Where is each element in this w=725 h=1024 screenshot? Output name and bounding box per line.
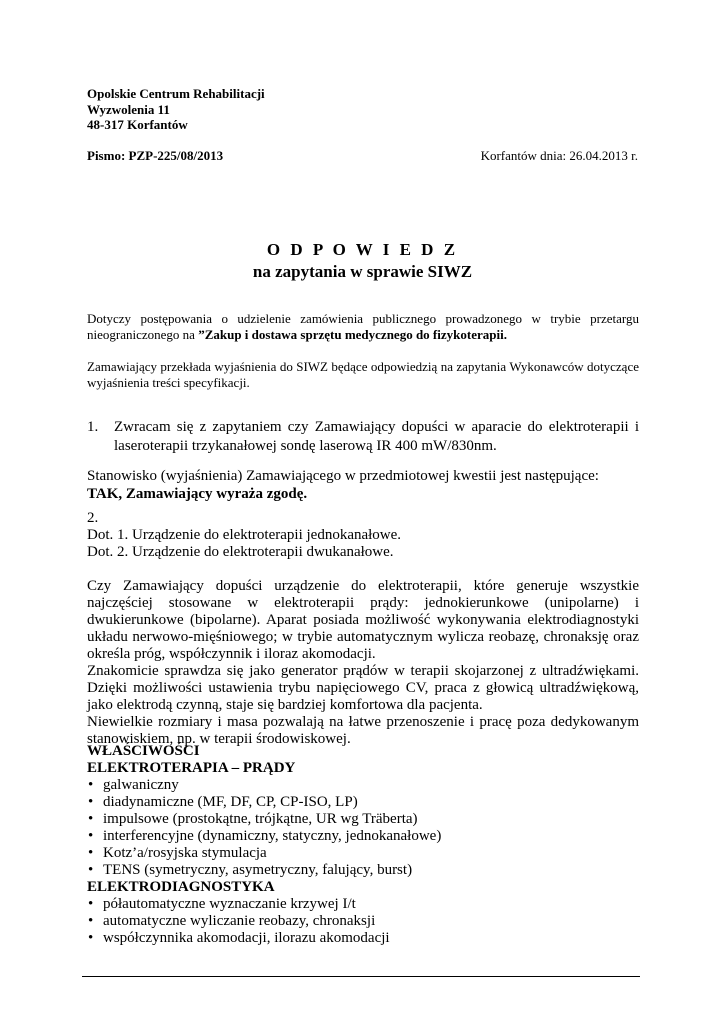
- electrodiagnostics-heading: ELEKTRODIAGNOSTYKA: [87, 879, 275, 895]
- title-main: O D P O W I E D Z: [266, 240, 459, 259]
- list-item-text: TENS (symetryczny, asymetryczny, falujący, burst): [103, 862, 413, 878]
- list-item: [87, 777, 639, 794]
- list-item-text: galwaniczny: [103, 777, 179, 793]
- bullet-icon: •: [88, 862, 94, 878]
- bullet-icon: •: [88, 811, 94, 827]
- list-item: [87, 828, 639, 845]
- list-item: [87, 913, 639, 930]
- answer-1: TAK, Zamawiający wyraża zgodę.: [87, 486, 308, 502]
- footer-divider: [82, 976, 640, 977]
- bullet-icon: •: [88, 845, 94, 861]
- bullet-icon: •: [88, 828, 94, 844]
- list-item: [87, 845, 639, 862]
- bullet-icon: •: [88, 930, 94, 946]
- properties-heading: WŁAŚCIWOŚCI: [87, 743, 200, 759]
- list-item-text: diadynamiczne (MF, DF, CP, CP-ISO, LP): [103, 794, 358, 810]
- list-item: [87, 811, 639, 828]
- question-2-number: 2.: [87, 510, 99, 526]
- letter-date: Korfantów dnia: 26.04.2013 r.: [480, 148, 638, 163]
- question-2-paragraph-1: Czy Zamawiający dopuści urządzenie do elektroterapii, które generuje wszystkie najczęściej stosowane w elektroterapii prądy: jednokierunkowe (unipolarne) i dwukierunkowe (bipolarne). Aparat posiada możliwość wykonywania elektrodiagnostyki układu nerwowo-mięśniowego; w trybie automatycznym wylicza reobazę, chronaksję oraz określa próg, współczynnik i iloraz akomodacji.: [87, 578, 639, 662]
- question-1-number: 1.: [87, 419, 99, 435]
- bullet-icon: •: [88, 896, 94, 912]
- list-item-text: impulsowe (prostokątne, trójkątne, UR wg Träberta): [103, 811, 418, 827]
- question-1: [87, 418, 639, 456]
- properties-section: [87, 743, 639, 947]
- electrotherapy-heading: ELEKTROTERAPIA – PRĄDY: [87, 760, 296, 776]
- position-text: Stanowisko (wyjaśnienia) Zamawiającego w przedmiotowej kwestii jest następujące:: [87, 468, 599, 484]
- intro-paragraph: [87, 311, 639, 343]
- sender-city: 48-317 Korfantów: [87, 117, 188, 132]
- document-title: [0, 239, 725, 283]
- list-item: [87, 930, 639, 947]
- list-item-text: współczynnika akomodacji, ilorazu akomodacji: [103, 930, 390, 946]
- list-item: [87, 862, 639, 879]
- list-item-text: interferencyjne (dynamiczny, statyczny, jednokanałowe): [103, 828, 442, 844]
- diagnostics-list: [87, 896, 639, 947]
- list-item-text: Kotz’a/rosyjska stymulacja: [103, 845, 267, 861]
- bullet-icon: •: [88, 794, 94, 810]
- list-item: [87, 896, 639, 913]
- question-2-paragraph-2: Znakomicie sprawdza się jako generator prądów w terapii skojarzonej z ultradźwiękami. Dzięki możliwości ustawienia trybu napięciowego CV, praca z głowicą ultradźwiękową, jako elektrodą czynną, staje się bardziej komfortowa dla pacjenta.: [87, 663, 639, 713]
- sender-address: [87, 86, 265, 133]
- currents-list: [87, 777, 639, 879]
- position-block: [87, 468, 639, 503]
- list-item: [87, 794, 639, 811]
- question-2-dot1: Dot. 1. Urządzenie do elektroterapii jednokanałowe.: [87, 527, 402, 543]
- question-2: [87, 510, 639, 561]
- bullet-icon: •: [88, 777, 94, 793]
- question-2-dot2: Dot. 2. Urządzenie do elektroterapii dwukanałowe.: [87, 544, 394, 560]
- list-item-text: półautomatyczne wyznaczanie krzywej I/t: [103, 896, 356, 912]
- bullet-icon: •: [88, 913, 94, 929]
- list-item-text: automatyczne wyliczanie reobazy, chronaksji: [103, 913, 376, 929]
- intro2-paragraph: Zamawiający przekłada wyjaśnienia do SIWZ będące odpowiedzią na zapytania Wykonawców dotyczące wyjaśnienia treści specyfikacji.: [87, 359, 639, 390]
- question-1-text: Zwracam się z zapytaniem czy Zamawiający dopuści w aparacie do elektroterapii i laseroterapii trzykanałowej sondę laserową IR 400 mW/830nm.: [114, 419, 639, 454]
- question-2-paragraph-3: Niewielkie rozmiary i masa pozwalają na łatwe przenoszenie i pracę poza dedykowanym stanowiskiem, np. w terapii środowiskowej.: [87, 714, 639, 747]
- sender-street: Wyzwolenia 11: [87, 101, 170, 117]
- intro-bold: ”Zakup i dostawa sprzętu medycznego do fizykoterapii.: [198, 327, 507, 342]
- intro-text: Dotyczy postępowania o udzielenie zamówienia publicznego prowadzonego w trybie przetargu nieograniczonego na: [87, 311, 639, 342]
- title-sub: na zapytania w sprawie SIWZ: [252, 262, 473, 281]
- sender-name: Opolskie Centrum Rehabilitacji: [87, 86, 265, 101]
- question-2-body: [87, 578, 639, 748]
- letter-reference: Pismo: PZP-225/08/2013: [87, 148, 224, 163]
